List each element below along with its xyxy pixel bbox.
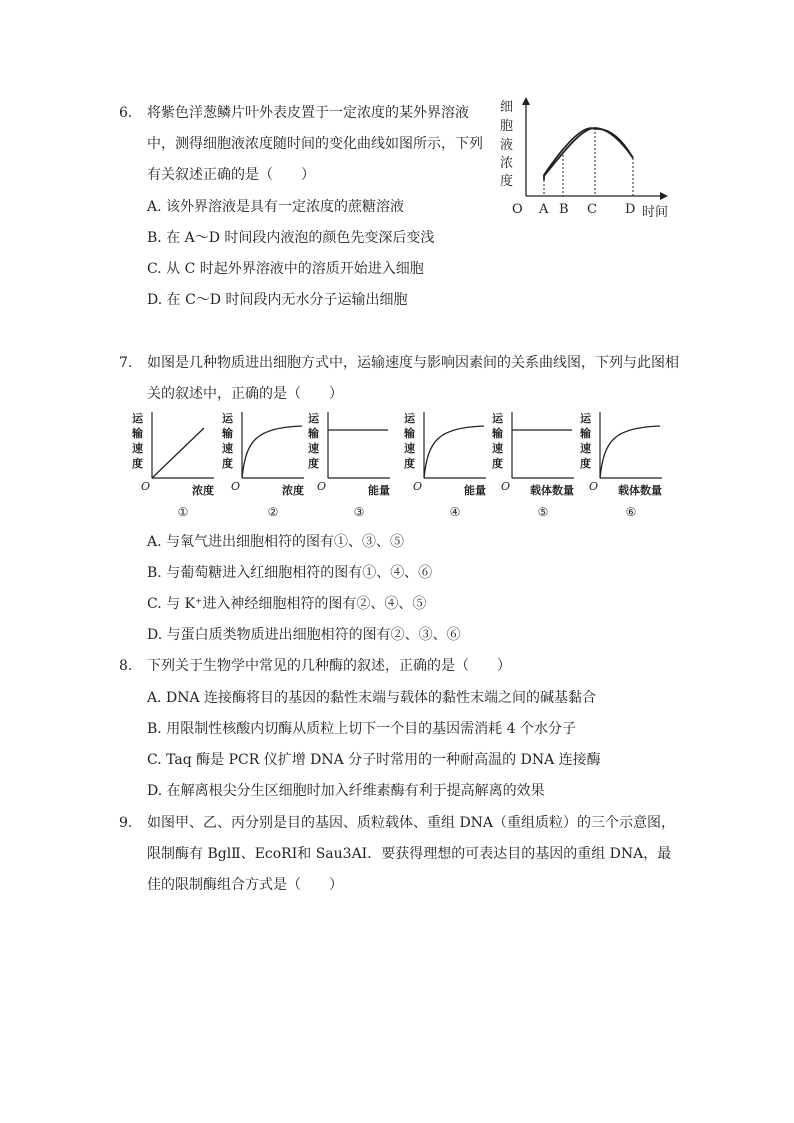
- panel-number: ①: [177, 505, 189, 519]
- panel-y-label-char: 输: [404, 427, 415, 440]
- panel-y-label-char: 运: [404, 412, 415, 425]
- panel-y-label-char: 运: [222, 412, 233, 425]
- panel-x-label: 浓度: [192, 484, 214, 497]
- transport-rate-graphs: [120, 408, 680, 523]
- question-text-line: 佳的限制酶组合方式是（ ）: [147, 877, 343, 893]
- transport-panel: [307, 411, 390, 519]
- question-text-line: 中，测得细胞液浓度随时间的变化曲线如图所示，下列: [147, 136, 483, 152]
- point-label-b: B: [559, 202, 569, 217]
- option-c: C. Taq 酶是 PCR 仪扩增 DNA 分子时常用的一种耐高温的 DNA 连接酶: [147, 752, 601, 768]
- question-number: 9.: [119, 815, 133, 831]
- panel-origin-label: O: [317, 480, 327, 493]
- panel-curve: [242, 426, 302, 478]
- panel-number: ②: [267, 505, 279, 519]
- point-label-d: D: [625, 202, 636, 217]
- concentration-curve-peak: [544, 128, 633, 176]
- option-d: D. 在 C～D 时间段内无水分子运输出细胞: [147, 292, 408, 308]
- question-number: 7.: [119, 355, 133, 371]
- question-number: 8.: [119, 658, 133, 674]
- concentration-curve: [544, 128, 633, 180]
- panel-y-label-char: 运: [132, 412, 143, 425]
- y-label-char: 胞: [500, 119, 514, 134]
- panel-origin-label: O: [589, 480, 599, 493]
- panel-x-label: 载体数量: [618, 484, 662, 497]
- option-d: D. 在解离根尖分生区细胞时加入纤维素酶有利于提高解离的效果: [147, 783, 545, 799]
- y-label-char: 细: [500, 100, 514, 115]
- option-c: C. 从 C 时起外界溶液中的溶质开始进入细胞: [147, 261, 424, 277]
- panel-number: ④: [449, 505, 461, 519]
- panel-curve: [600, 426, 660, 478]
- y-label-char: 液: [500, 138, 514, 153]
- panel-y-label-char: 输: [308, 427, 319, 440]
- transport-panel: [491, 411, 574, 519]
- panel-x-label: 能量: [368, 484, 390, 497]
- transport-panel: [131, 411, 214, 519]
- panel-origin-label: O: [501, 480, 511, 493]
- panel-curve: [152, 428, 204, 478]
- question-text-line: 有关叙述正确的是（ ）: [147, 167, 315, 183]
- option-d: D. 与蛋白质类物质进出细胞相符的图有②、③、⑥: [147, 627, 461, 643]
- panel-number: ⑤: [537, 505, 549, 519]
- panel-y-label-char: 度: [308, 457, 319, 470]
- panel-y-label-char: 输: [580, 427, 591, 440]
- panel-y-label-char: 度: [132, 457, 143, 470]
- panel-origin-label: O: [231, 480, 241, 493]
- y-label-char: 浓: [500, 156, 514, 171]
- x-axis-label: 时间: [642, 205, 669, 220]
- option-b: B. 在 A～D 时间段内液泡的颜色先变深后变浅: [147, 230, 435, 246]
- panel-y-label-char: 运: [580, 412, 591, 425]
- transport-panel: [403, 411, 486, 519]
- panel-x-label: 能量: [464, 484, 486, 497]
- panel-y-label-char: 速: [132, 442, 143, 455]
- panel-y-label-char: 度: [404, 457, 415, 470]
- panel-y-label-char: 速: [404, 442, 415, 455]
- question-text-line: 限制酶有 BglⅡ、EcoRⅠ和 Sau3AⅠ．要获得理想的可表达目的基因的重组 DNA，最: [147, 846, 672, 862]
- question-text-line: 如图甲、乙、丙分别是目的基因、质粒载体、重组 DNA（重组质粒）的三个示意图，: [147, 815, 676, 831]
- point-label-a: A: [539, 202, 549, 217]
- question-text-line: 如图是几种物质进出细胞方式中，运输速度与影响因素间的关系曲线图，下列与此图相: [147, 355, 679, 371]
- panel-x-label: 载体数量: [530, 484, 574, 497]
- panel-y-label-char: 速: [308, 442, 319, 455]
- panel-origin-label: O: [141, 480, 151, 493]
- origin-label: O: [512, 202, 523, 217]
- transport-panel: [221, 411, 304, 519]
- panel-y-label-char: 速: [222, 442, 233, 455]
- question-text-line: 下列关于生物学中常见的几种酶的叙述，正确的是（ ）: [147, 658, 511, 674]
- panel-y-label-char: 速: [580, 442, 591, 455]
- option-b: B. 与葡萄糖进入红细胞相符的图有①、④、⑥: [147, 565, 433, 581]
- panel-y-label-char: 度: [222, 457, 233, 470]
- panel-x-label: 浓度: [282, 484, 304, 497]
- panel-number: ③: [353, 505, 365, 519]
- option-b: B. 用限制性核酸内切酶从质粒上切下一个目的基因需消耗 4 个水分子: [147, 721, 576, 737]
- option-a: A. 该外界溶液是具有一定浓度的蔗糖溶液: [147, 199, 405, 215]
- panel-origin-label: O: [413, 480, 423, 493]
- panel-y-label-char: 输: [492, 427, 503, 440]
- panel-number: ⑥: [625, 505, 637, 519]
- option-a: A. DNA 连接酶将目的基因的黏性末端与载体的黏性末端之间的碱基黏合: [147, 690, 597, 706]
- panel-curve: [424, 426, 484, 478]
- option-a: A. 与氧气进出细胞相符的图有①、③、⑤: [147, 534, 405, 550]
- transport-panel: [579, 411, 662, 519]
- panel-y-label-char: 输: [222, 427, 233, 440]
- question-number: 6.: [119, 105, 133, 121]
- point-label-c: C: [587, 202, 597, 217]
- concentration-time-graph: [490, 92, 680, 227]
- y-label-char: 度: [500, 174, 514, 189]
- panel-y-label-char: 输: [132, 427, 143, 440]
- panel-y-label-char: 运: [492, 412, 503, 425]
- question-text-line: 关的叙述中，正确的是（ ）: [147, 386, 343, 402]
- option-c: C. 与 K⁺进入神经细胞相符的图有②、④、⑤: [147, 596, 427, 612]
- panel-y-label-char: 运: [308, 412, 319, 425]
- x-axis-arrow: [660, 192, 668, 200]
- panel-y-label-char: 度: [580, 457, 591, 470]
- panel-y-label-char: 速: [492, 442, 503, 455]
- panel-y-label-char: 度: [492, 457, 503, 470]
- question-text-line: 将紫色洋葱鳞片叶外表皮置于一定浓度的某外界溶液: [147, 105, 469, 121]
- y-axis-arrow: [522, 97, 530, 105]
